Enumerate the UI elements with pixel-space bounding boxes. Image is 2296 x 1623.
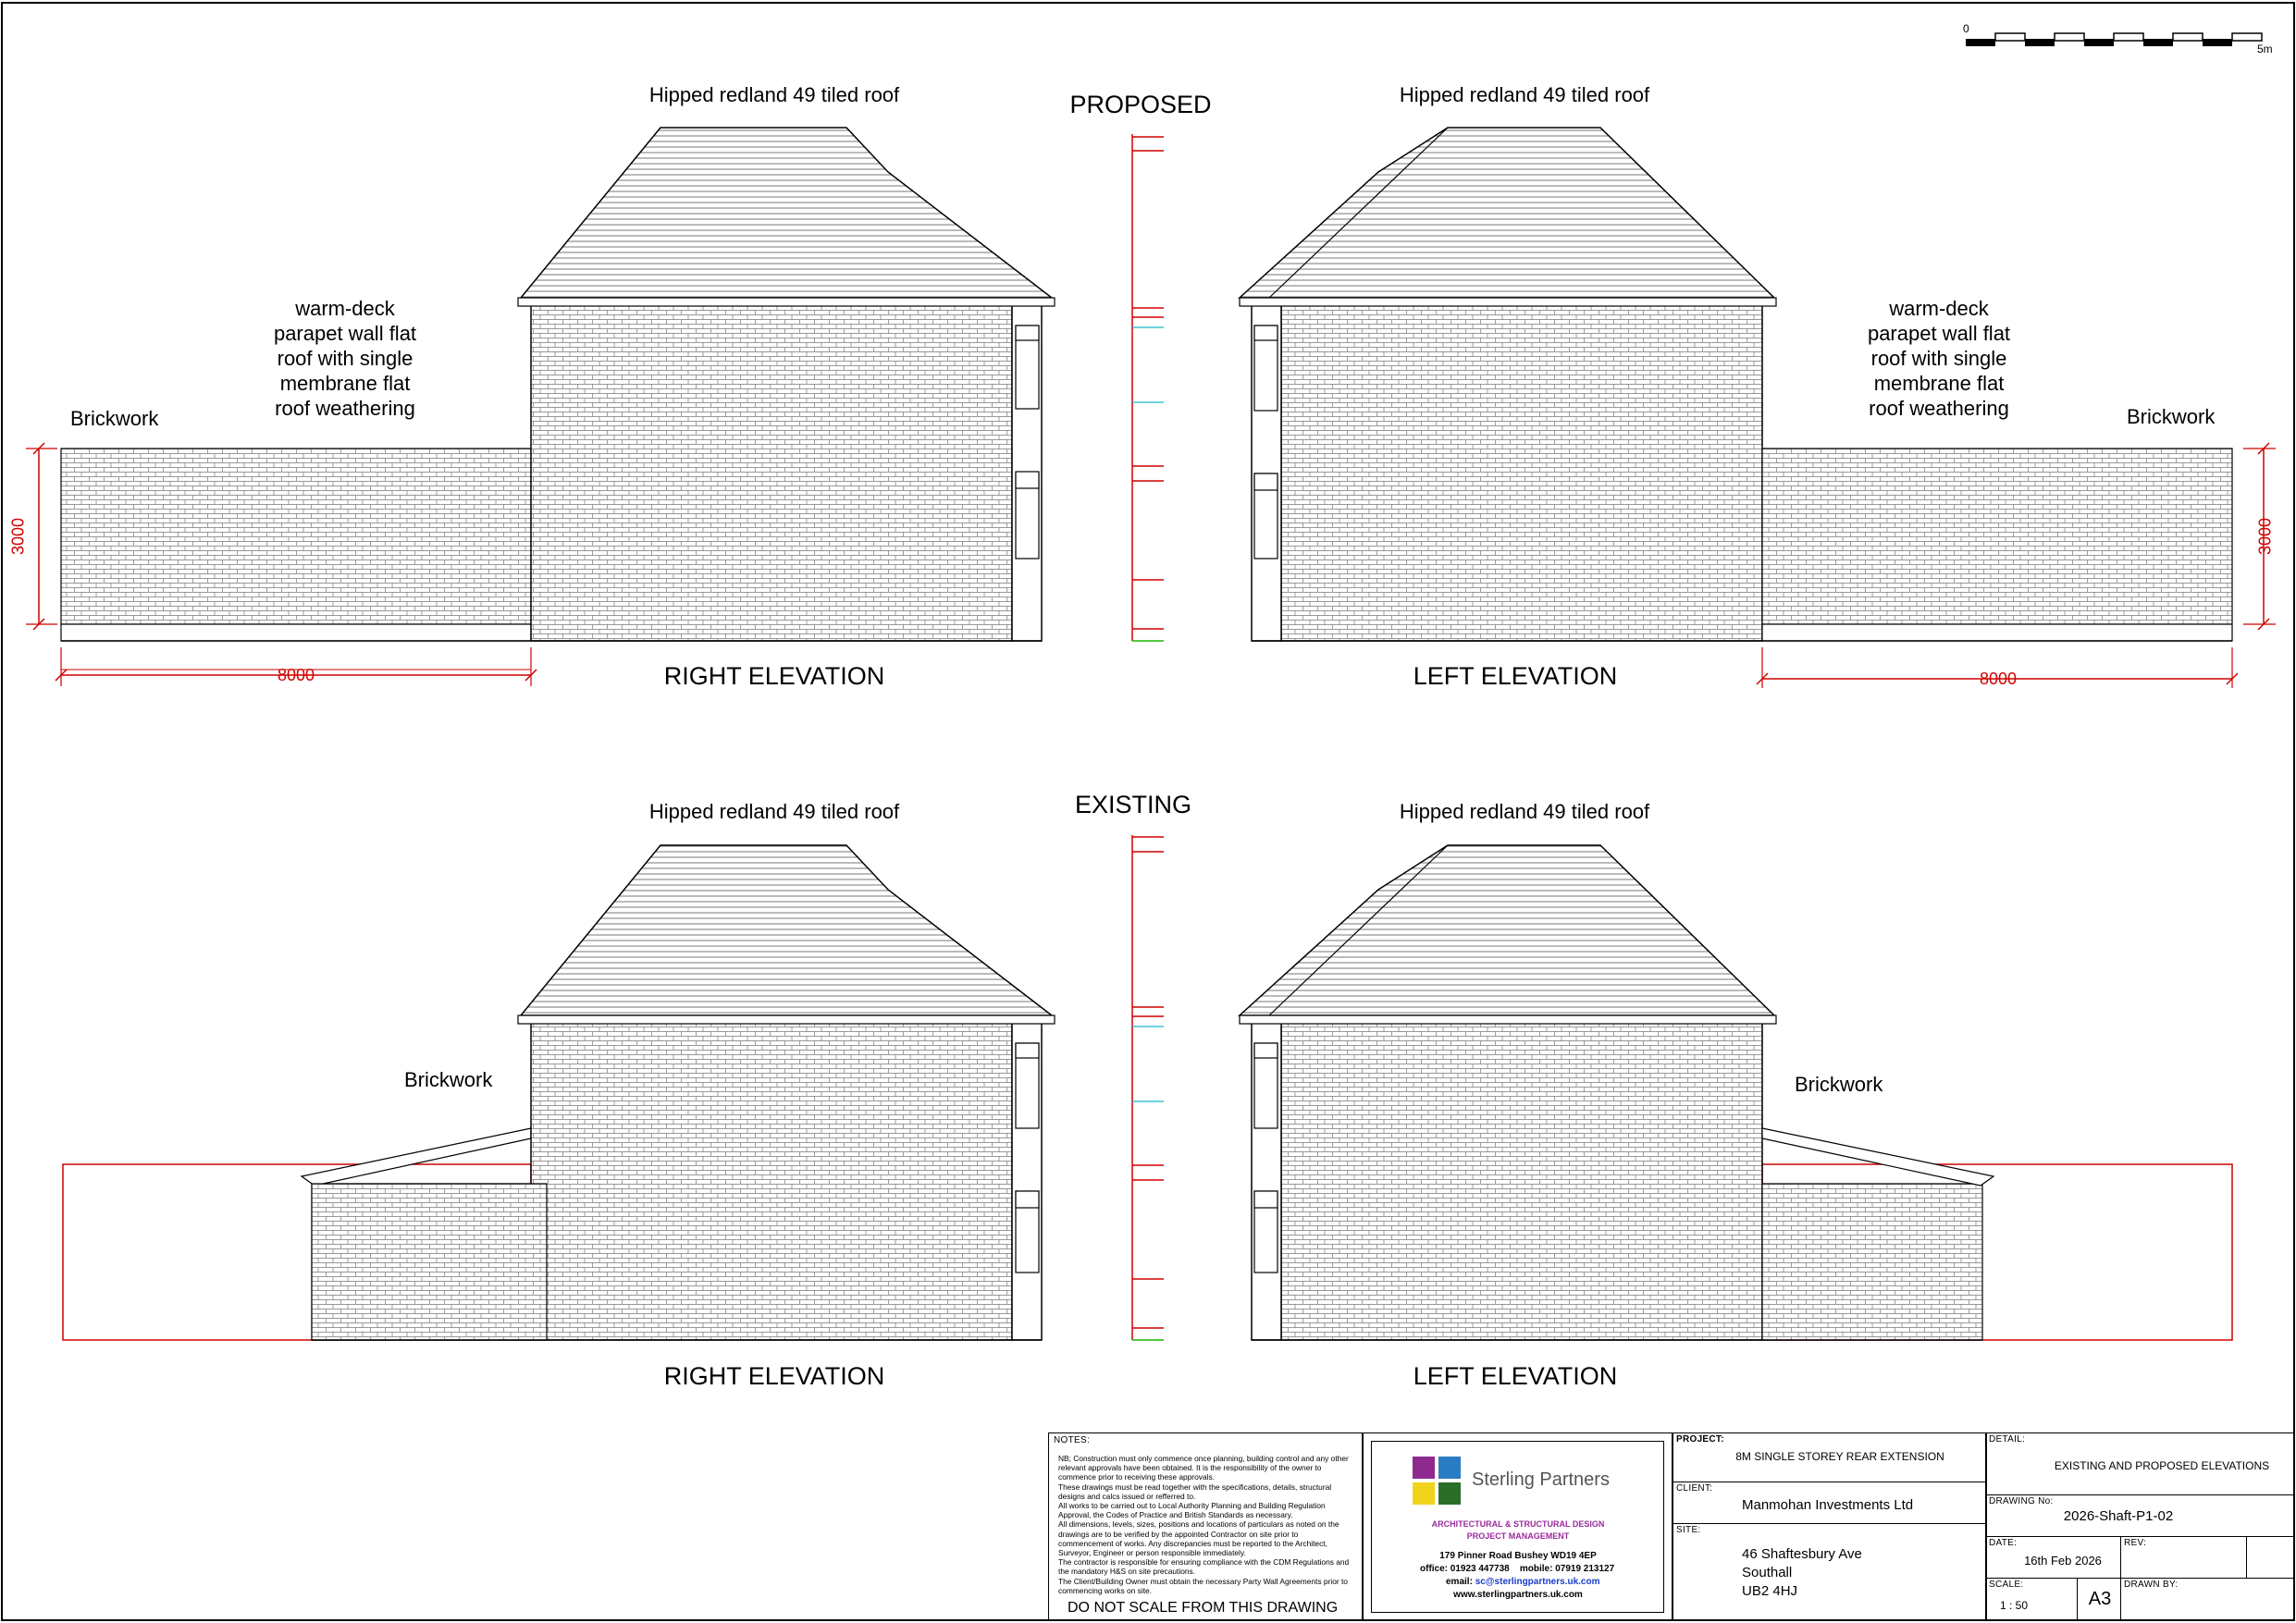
scale-bar-start-label: 0 — [1963, 22, 1969, 35]
existing-left-elevation — [1240, 845, 2232, 1340]
mobile-label: mobile: — [1519, 1564, 1553, 1574]
height-dimension-label: 3000 — [8, 517, 28, 556]
mobile-phone: 07919 213127 — [1555, 1564, 1615, 1574]
logo-square-blue — [1438, 1457, 1461, 1479]
plinth — [61, 624, 531, 641]
drawing-no-cell — [1985, 1494, 2294, 1537]
right-elevation-title: RIGHT ELEVATION — [663, 1362, 885, 1390]
notes-text: NB; Construction must only commence once planning, building control and any other relevant approvals have been obtained. It is the responsibility of the owner to commence prior to receiving these approvals. These drawings must be read together with the specifications, details, structural designs and calcs issued or refferred to. All works to be carried out to Local Authority Planning and Building Regulation Approval, the Codes of Practice and British Standards as necessary. All dimensions, levels, sizes, positions and locations of particulars as noted on the drawings are to be verified by the appointed Contractor on site prior to commencement of works. Any discrepancies must be reported to the Architect, Surveyor, Engineer or person responsible immediately. The contractor is responsible for ensuring compliance with the CDM Regulations and the mandatory H&S on site precautions. The Client/Building Owner must obtain the necessary Party Wall Agreements prior to commencing works on site. — [1058, 1454, 1350, 1595]
company-name: Sterling Partners — [1472, 1469, 1610, 1490]
brickwork-label: Brickwork — [404, 1068, 493, 1091]
flat-roof-note: warm-deck parapet wall flat roof with single membrane flat roof weathering — [273, 297, 417, 420]
window-head — [1016, 1191, 1039, 1208]
brickwork-label: Brickwork — [70, 407, 159, 430]
date-caption: DATE: — [1989, 1538, 2018, 1548]
dimension-height-left — [26, 443, 57, 630]
rev-caption: REV: — [2124, 1538, 2147, 1548]
client-value: Manmohan Investments Ltd — [1742, 1497, 1914, 1513]
hipped-roof — [1240, 845, 1774, 1015]
existing-heading: EXISTING — [1074, 791, 1192, 818]
company-website[interactable]: www.sterlingpartners.uk.com — [1453, 1590, 1583, 1600]
existing-right-elevation — [63, 845, 1055, 1340]
date-cell — [1985, 1536, 2121, 1579]
extension-wall — [61, 449, 531, 624]
flat-roof-note: warm-deck parapet wall flat roof with single membrane flat roof weathering — [1867, 297, 2011, 420]
lean-to-roof — [1762, 1128, 1994, 1186]
window-head — [1254, 1043, 1278, 1058]
window-head — [1016, 1043, 1039, 1058]
company-email[interactable]: sc@sterlingpartners.uk.com — [1475, 1577, 1600, 1587]
height-dimension-label: 3000 — [2255, 517, 2275, 556]
existing-extension-wall — [1762, 1184, 1982, 1340]
scale-value: 1 : 50 — [2000, 1599, 2029, 1612]
eaves-fascia — [518, 1015, 1055, 1024]
sheet-size-cell — [2077, 1578, 2121, 1621]
roof-note: Hipped redland 49 tiled roof — [648, 83, 900, 106]
proposed-heading: PROPOSED — [1069, 91, 1212, 118]
scale-cell — [1985, 1578, 2078, 1621]
detail-caption: DETAIL: — [1989, 1434, 2026, 1445]
title-block — [1048, 1432, 2294, 1621]
drawn-by-cell — [2120, 1578, 2294, 1621]
email-label: email: — [1446, 1577, 1473, 1587]
client-cell — [1673, 1482, 1987, 1524]
brickwork-label: Brickwork — [1795, 1073, 1883, 1096]
window-head — [1254, 473, 1278, 490]
company-panel — [1363, 1432, 1673, 1621]
level-ruler-proposed — [1132, 134, 1164, 641]
length-dimension-label: 8000 — [277, 666, 315, 684]
detail-cell — [1985, 1432, 2294, 1495]
company-phones — [1420, 1564, 1614, 1574]
eaves-fascia — [1240, 298, 1776, 306]
project-cell — [1673, 1432, 1987, 1482]
company-address: 179 Pinner Road Bushey WD19 4EP — [1439, 1551, 1597, 1561]
project-value: 8M SINGLE STOREY REAR EXTENSION — [1735, 1450, 1944, 1463]
right-elevation-title: RIGHT ELEVATION — [663, 662, 885, 690]
drawn-by-caption: DRAWN BY: — [2124, 1580, 2179, 1590]
hipped-roof — [521, 128, 1052, 298]
left-elevation-title: LEFT ELEVATION — [1413, 662, 1618, 690]
logo-square-yellow — [1413, 1482, 1435, 1505]
eaves-fascia — [1240, 1015, 1776, 1024]
roof-note: Hipped redland 49 tiled roof — [1399, 83, 1650, 106]
main-wall — [531, 1023, 1012, 1340]
sheet-size-value: A3 — [2088, 1589, 2112, 1609]
notes-panel — [1048, 1432, 1363, 1621]
site-line: 46 Shaftesbury Ave — [1742, 1546, 1862, 1562]
notes-caption: NOTES: — [1054, 1435, 1091, 1445]
level-ruler-existing — [1132, 835, 1164, 1340]
proposed-left-elevation — [1240, 128, 2232, 641]
roof-note: Hipped redland 49 tiled roof — [1399, 800, 1650, 823]
do-not-scale-warning: DO NOT SCALE FROM THIS DRAWING — [1068, 1600, 1339, 1616]
drawing-no-value: 2026-Shaft-P1-02 — [2063, 1508, 2174, 1524]
window-head — [1016, 472, 1039, 488]
site-line: Southall — [1742, 1565, 1793, 1580]
main-wall — [1281, 1023, 1762, 1340]
rev-cell — [2120, 1536, 2247, 1579]
window-head — [1254, 326, 1278, 340]
proposed-right-elevation — [61, 128, 1055, 641]
length-dimension-label: 8000 — [1979, 670, 2018, 688]
date-value: 16th Feb 2026 — [2024, 1554, 2102, 1568]
project-caption: PROJECT: — [1676, 1434, 1724, 1445]
eaves-fascia — [518, 298, 1055, 306]
hipped-roof — [1240, 128, 1774, 298]
site-line: UB2 4HJ — [1742, 1583, 1798, 1599]
company-tagline: PROJECT MANAGEMENT — [1466, 1531, 1570, 1541]
roof-note: Hipped redland 49 tiled roof — [648, 800, 900, 823]
extension-wall — [1762, 449, 2232, 624]
brickwork-label: Brickwork — [2127, 405, 2216, 428]
scale-caption: SCALE: — [1989, 1580, 2024, 1590]
office-label: office: — [1420, 1564, 1448, 1574]
plinth — [1762, 624, 2232, 641]
drawing-no-caption: DRAWING No: — [1989, 1496, 2054, 1506]
company-tagline: ARCHITECTURAL & STRUCTURAL DESIGN — [1431, 1519, 1605, 1529]
main-wall — [1281, 305, 1762, 641]
lean-to-roof — [302, 1128, 531, 1186]
window-head — [1016, 326, 1039, 340]
window-head — [1254, 1191, 1278, 1208]
scale-bar-end-label: 5m — [2257, 43, 2273, 55]
hipped-roof — [521, 845, 1052, 1015]
existing-extension-wall — [312, 1184, 547, 1340]
left-elevation-title: LEFT ELEVATION — [1413, 1362, 1618, 1390]
site-caption: SITE: — [1676, 1525, 1701, 1535]
logo-square-purple — [1413, 1457, 1435, 1479]
detail-value: EXISTING AND PROPOSED ELEVATIONS — [2054, 1459, 2270, 1472]
rev-extra-cell — [2246, 1536, 2294, 1579]
client-caption: CLIENT: — [1676, 1483, 1713, 1494]
logo-square-green — [1438, 1482, 1461, 1505]
company-card — [1371, 1441, 1664, 1613]
office-phone: 01923 447738 — [1450, 1564, 1510, 1574]
site-cell — [1673, 1523, 1987, 1621]
company-email-row — [1446, 1577, 1599, 1587]
scale-bar — [1966, 33, 2262, 46]
main-wall — [531, 305, 1012, 641]
